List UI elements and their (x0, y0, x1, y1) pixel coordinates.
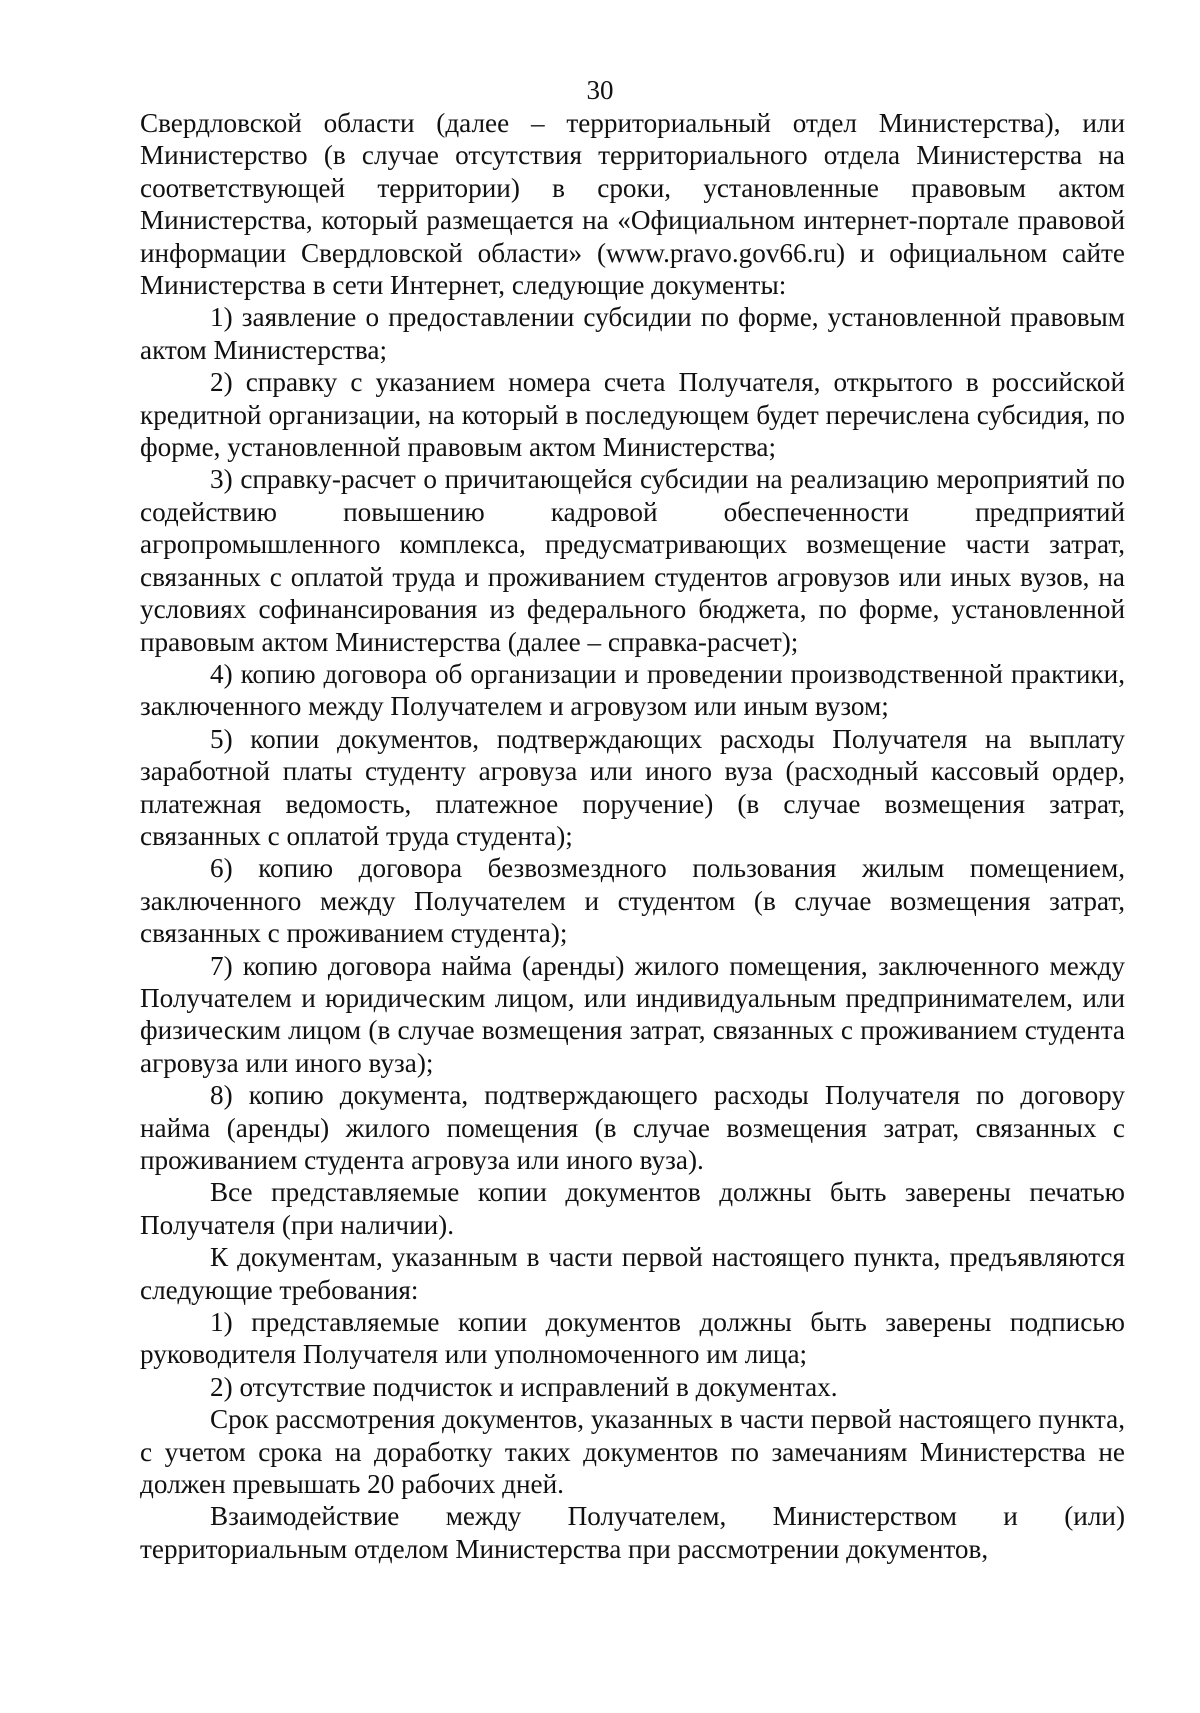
list-item-4: 4) копию договора об организации и проведении производственной практики, заключенного между Получателем и агровузом или иным вузом; (140, 658, 1125, 722)
list-item-7: 7) копию договора найма (аренды) жилого помещения, заключенного между Получателем и юридическим лицом, или индивидуальным предпринимателем, или физическим лицом (в случае возмещения затрат, связанных с проживанием студента агровуза или иного вуза); (140, 950, 1125, 1078)
list-item-2: 2) справку с указанием номера счета Получателя, открытого в российской кредитной организации, на который в последующем будет перечислена субсидия, по форме, установленной правовым актом Министерства; (140, 367, 1125, 463)
list-item-8: 8) копию документа, подтверждающего расходы Получателя по договору найма (аренды) жилого помещения (в случае возмещения затрат, связанных с проживанием студента агровуза или иного вуза). (140, 1080, 1125, 1175)
paragraph-review-period: Срок рассмотрения документов, указанных в части первой настоящего пункта, с учетом срока на доработку таких документов по замечаниям Министерства не должен превышать 20 рабочих дней. (140, 1404, 1125, 1500)
paragraph-interaction: Взаимодействие между Получателем, Министерством и (или) территориальным отделом Министерства при рассмотрении документов, (140, 1501, 1125, 1564)
paragraph-continuation: Свердловской области (далее – территориальный отдел Министерства), или Министерство (в случае отсутствия территориального отдела Министерства на соответствующей территории) в сроки, установленные правовым актом Министерства, который размещается на «Официальном интернет-портале правовой информации Свердловской области» (www.pravo.gov66.ru) и официальном сайте Министерства в сети Интернет, следующие документы: (140, 108, 1125, 301)
requirement-item-1: 1) представляемые копии документов должны быть заверены подписью руководителя Получателя или уполномоченного им лица; (140, 1307, 1125, 1370)
requirement-item-2: 2) отсутствие подчисток и исправлений в документах. (210, 1371, 838, 1402)
list-item-6: 6) копию договора безвозмездного пользования жилым помещением, заключенного между Получателем и студентом (в случае возмещения затрат, связанных с проживанием студента); (140, 853, 1125, 949)
paragraph-requirements-intro: К документам, указанным в части первой настоящего пункта, предъявляются следующие требования: (140, 1242, 1125, 1305)
list-item-5: 5) копии документов, подтверждающих расходы Получателя на выплату заработной платы студенту агровуза или иного вуза (расходный кассовый ордер, платежная ведомость, платежное поручение) (в случае возмещения затрат, связанных с оплатой труда студента); (140, 723, 1125, 851)
list-item-3: 3) справку-расчет о причитающейся субсидии на реализацию мероприятий по содействию повышению кадровой обеспеченности предприятий агропромышленного комплекса, предусматривающих возмещение части затрат, связанных с оплатой труда и проживанием студентов агровузов или иных вузов, на условиях софинансирования из федерального бюджета, по форме, установленной правовым актом Министерства (далее – справка-расчет); (140, 464, 1125, 657)
paragraph-copies-certification: Все представляемые копии документов должны быть заверены печатью Получателя (при наличии). (140, 1177, 1125, 1240)
list-item-1: 1) заявление о предоставлении субсидии по форме, установленной правовым актом Министерства; (140, 302, 1125, 365)
document-body (140, 107, 1125, 1565)
page-number: 30 (586, 75, 614, 105)
